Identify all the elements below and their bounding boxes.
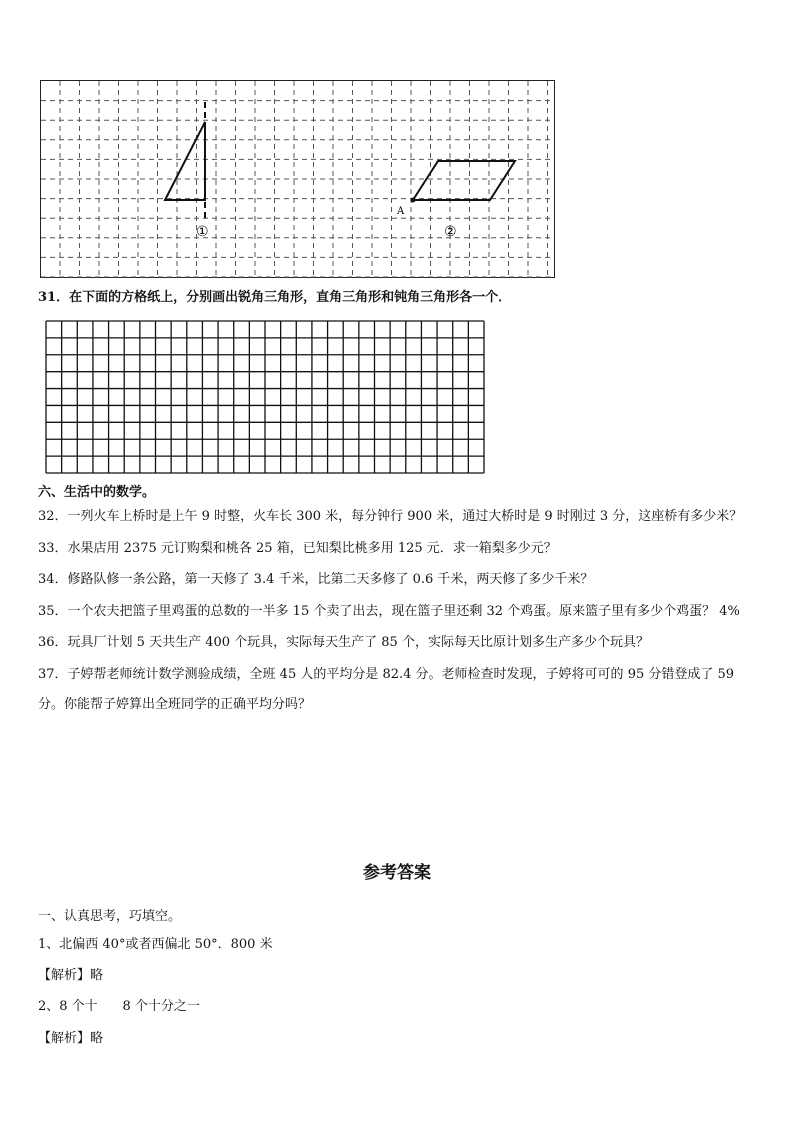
answer-1: 1、北偏西 40°或者西偏北 50°．800 米	[38, 937, 273, 952]
dashed-grid-figure	[40, 80, 556, 280]
parallelogram-shape	[413, 161, 515, 200]
square-grid-paper[interactable]	[45, 320, 485, 475]
question-32: 32．一列火车上桥时是上午 9 时整，火车长 300 米，每分钟行 900 米，通过大桥时是 9 时刚过 3 分，这座桥有多少米？	[38, 509, 743, 524]
answer-2-analysis: 【解析】略	[38, 1031, 104, 1046]
dashed-grid-lines	[41, 81, 554, 277]
figure-label-2: ②	[444, 224, 457, 240]
question-36: 36．玩具厂计划 5 天共生产 400 个玩具，实际每天生产了 85 个，实际每天比原计划多生产多少个玩具？	[38, 635, 649, 650]
point-a-label: A	[397, 206, 405, 217]
answer-section-1-heading: 一、认真思考，巧填空。	[38, 909, 182, 924]
section-6-heading: 六、生活中的数学。	[38, 485, 156, 500]
answer-2: 2、8 个十 8 个十分之一	[38, 999, 200, 1014]
question-34: 34．修路队修一条公路，第一天修了 3.4 千米，比第二天多修了 0.6 千米，两天修了多少千米？	[38, 572, 594, 587]
question-37-line-2: 分。你能帮子婷算出全班同学的正确平均分吗？	[38, 697, 312, 712]
question-31: 31．在下面的方格纸上，分别画出锐角三角形，直角三角形和钝角三角形各一个．	[38, 290, 512, 305]
answers-title: 参考答案	[363, 863, 431, 883]
figure-label-1: ①	[196, 224, 209, 240]
question-35: 35．一个农夫把篮子里鸡蛋的总数的一半多 15 个卖了出去，现在篮子里还剩 32 个鸡蛋。原来篮子里有多少个鸡蛋？ 4%	[38, 604, 740, 619]
answer-1-analysis: 【解析】略	[38, 968, 104, 983]
question-33: 33．水果店用 2375 元订购梨和桃各 25 箱，已知梨比桃多用 125 元．求一箱梨多少元？	[38, 541, 557, 556]
question-37-line-1: 37．子婷帮老师统计数学测验成绩，全班 45 人的平均分是 82.4 分。老师检查时发现，子婷将可可的 95 分错登成了 59	[38, 667, 735, 682]
right-triangle-shape	[165, 122, 205, 200]
point-a-dot	[411, 198, 416, 203]
solid-grid-lines	[46, 321, 484, 473]
